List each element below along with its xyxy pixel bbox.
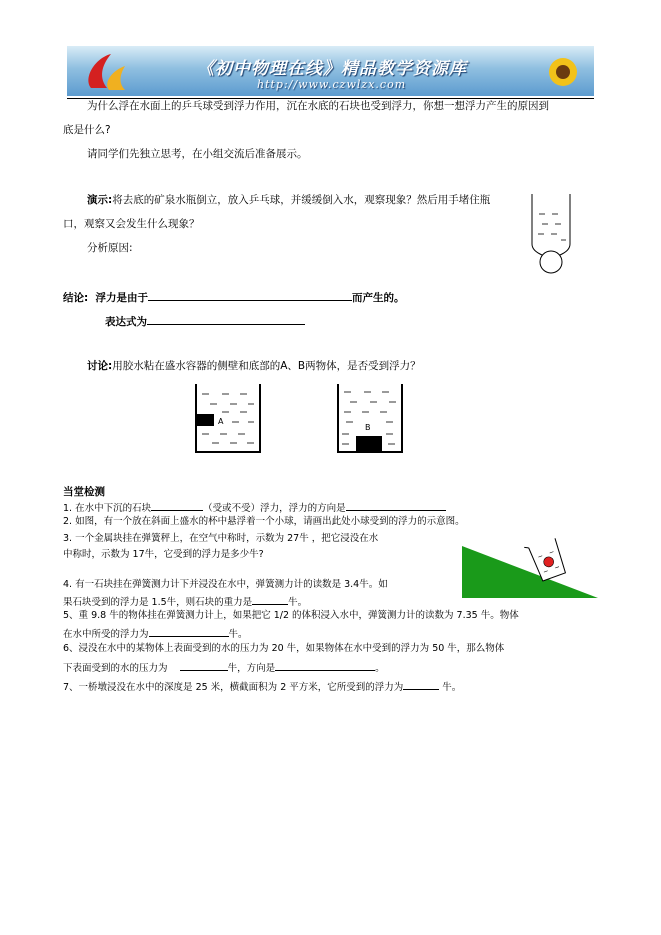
q5-blank: [149, 625, 229, 637]
discussion-text: 用胶水粘在盛水容器的侧壁和底部的A、B两物体，是否受到浮力？: [112, 360, 421, 372]
intro-line-1: 为什么浮在水面上的乒乓球受到浮力作用，沉在水底的石块也受到浮力，你想一想浮力产生的原因到: [87, 100, 549, 112]
discussion-line: [87, 359, 421, 373]
header-banner: [67, 46, 594, 96]
q7-blank: [403, 678, 439, 690]
demo-text-2: 口，观察又会发生什么现象？: [63, 218, 200, 230]
conclusion-blank: [148, 289, 352, 301]
question-7: 7、一桥墩浸没在水中的深度是 25 米，横截面积为 2 平方米，它所受到的浮力为 牛。: [63, 678, 461, 695]
question-3-line-1: 3. 一个金属块挂在弹簧秤上，在空气中称时，示数为 27牛 ，把它浸没在水: [63, 533, 379, 544]
question-1: 1. 在水中下沉的石块 （受或不受）浮力，浮力的方向是: [63, 499, 446, 516]
expression-label: 表达式为: [105, 316, 147, 328]
banner-url: http://www.czwlzx.com: [257, 78, 407, 91]
green-slope: [462, 546, 598, 598]
logo-icon: [73, 48, 143, 94]
q6-blank-2: [275, 659, 375, 671]
container-a-diagram: [192, 382, 264, 454]
intro-line-2: 底是什么?: [63, 124, 111, 136]
q1-blank-1: [151, 499, 203, 511]
demo-paragraph: [87, 193, 490, 207]
q6-blank-1: [180, 659, 228, 671]
conclusion-text-before: 浮力是由于: [95, 292, 149, 304]
discussion-label: 讨论:: [87, 360, 113, 372]
sunflower-icon: [537, 50, 589, 94]
question-6-line-2: 下表面受到的水的压力为 牛，方向是 。: [63, 659, 385, 676]
question-5-line-1: 5、重 9.8 牛的物体挂在弹簧测力计上，如果把它 1/2 的体积浸入水中，弹簧测力计的读数为 7.35 牛。物体: [63, 610, 519, 621]
analysis-label: 分析原因:: [87, 242, 133, 254]
question-3-line-2: 中称时，示数为 17牛，它受到的浮力是多少牛?: [63, 549, 264, 560]
q4-blank: [252, 593, 288, 605]
demo-label: 演示:: [87, 194, 113, 206]
question-5-line-2: 在水中所受的浮力为 牛。: [63, 625, 248, 642]
intro-line-3: 请同学们先独立思考，在小组交流后准备展示。: [87, 148, 308, 160]
object-b-block: [356, 436, 382, 452]
conclusion-text-after: 而产生的。: [352, 292, 405, 304]
slope-cup-diagram: [460, 536, 600, 600]
container-b-diagram: [334, 382, 406, 454]
question-4-line-1: 4. 有一石块挂在弹簧测力计下并浸没在水中，弹簧测力计的读数是 3.4牛。如: [63, 579, 388, 590]
question-2: 2. 如图，有一个放在斜面上盛水的杯中悬浮着一个小球，请画出此处小球受到的浮力的示意图。: [63, 516, 465, 527]
q1-blank-2: [346, 499, 446, 511]
inverted-bottle-diagram: [528, 192, 574, 280]
expression-blank: [147, 313, 305, 325]
expression-line: [105, 313, 305, 329]
quiz-heading: 当堂检测: [63, 486, 105, 498]
conclusion-label: 结论:: [63, 292, 89, 304]
conclusion-line: [63, 289, 405, 305]
question-4-line-2: 果石块受到的浮力是 1.5牛，则石块的重力是 牛。: [63, 593, 307, 610]
object-a-block: [196, 414, 214, 426]
label-b: B: [365, 423, 371, 432]
demo-text-1: 将去底的矿泉水瓶倒立，放入乒乓球，并缓缓倒入水，观察现象？然后用手堵住瓶: [112, 194, 491, 206]
banner-title: 《初中物理在线》精品教学资源库: [197, 59, 467, 79]
label-a: A: [218, 417, 224, 426]
question-6-line-1: 6、浸没在水中的某物体上表面受到的水的压力为 20 牛，如果物体在水中受到的浮力为 50 牛，那么物体: [63, 643, 505, 654]
